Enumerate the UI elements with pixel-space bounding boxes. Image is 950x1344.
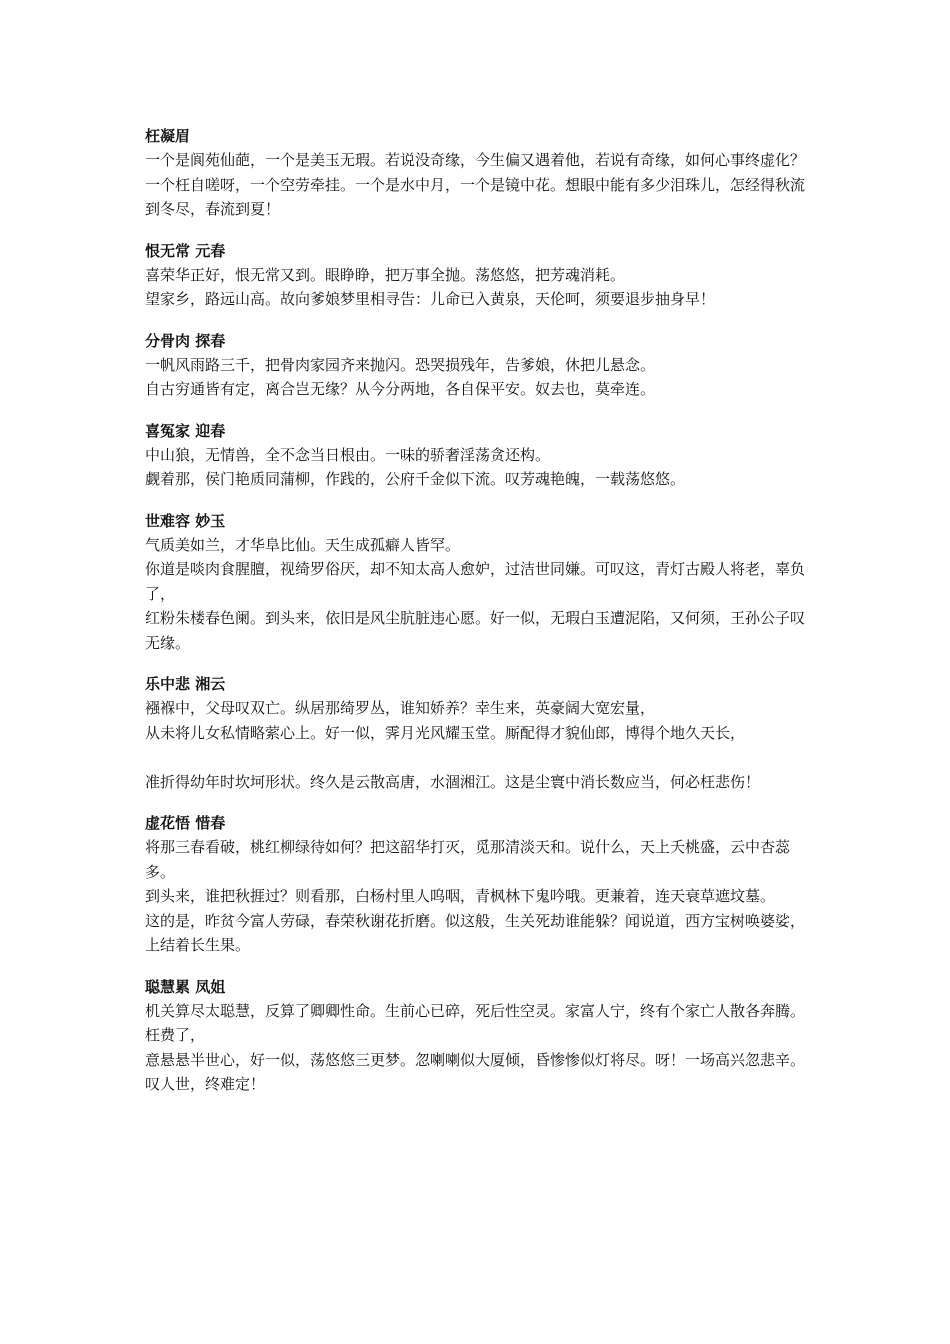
poem-paragraph: 望家乡，路远山高。故向爹娘梦里相寻告：儿命已入黄泉，天伦呵，须要退步抽身早！ [145,290,716,308]
poem-section [145,811,810,958]
poem-paragraph: 气质美如兰，才华阜比仙。天生成孤癖人皆罕。 [145,535,461,554]
poem-section [145,672,810,794]
poem-paragraph: 机关算尽太聪慧，反算了卿卿性命。生前心已碎，死后性空灵。家富人宁，终有个家亡人散各奔腾。枉费了， [145,1001,806,1044]
blank-line [145,745,810,770]
poem-section [145,329,810,402]
poem-paragraph: 意悬悬半世心，好一似，荡悠悠三更梦。忽喇喇似大厦倾，昏惨惨似灯将尽。呀！一场高兴忽悲辛。叹人世，终难定！ [145,1050,806,1093]
poem-paragraph: 一个枉自嗟呀，一个空劳牵挂。一个是水中月，一个是镜中花。想眼中能有多少泪珠儿，怎经得秋流到冬尽，春流到夏！ [145,175,806,218]
poem-title: 分骨肉 探春 [145,331,226,350]
poem-paragraph: 一帆风雨路三千，把骨肉家园齐来抛闪。恐哭损残年，告爹娘，休把儿悬念。 [145,355,656,374]
poem-paragraph: 襁褓中，父母叹双亡。纵居那绮罗丛，谁知娇养？幸生来，英豪阔大宽宏量， [145,699,656,717]
poem-paragraph: 觑着那，侯门艳质同蒲柳，作践的，公府千金似下流。叹芳魂艳魄，一载荡悠悠。 [145,470,686,488]
poem-title: 枉凝眉 [145,127,191,145]
poem-paragraph: 喜荣华正好，恨无常又到。眼睁睁，把万事全抛。荡悠悠，把芳魂消耗。 [145,265,626,284]
poem-section [145,124,810,222]
poem-section [145,509,810,656]
poem-section [145,419,810,492]
poem-paragraph: 从未将儿女私情略萦心上。好一似，霁月光风耀玉堂。厮配得才貌仙郎，博得个地久天长， [145,723,746,742]
poem-paragraph: 中山狼，无情兽，全不念当日根由。一味的骄奢淫荡贪还构。 [145,445,551,464]
poem-paragraph: 准折得幼年时坎坷形状。终久是云散高唐，水涸湘江。这是尘寰中消长数应当，何必枉悲伤！ [145,772,761,791]
poem-section [145,975,810,1097]
poem-title: 恨无常 元春 [145,241,226,260]
poem-title: 虚花悟 惜春 [145,814,226,832]
poem-paragraph: 一个是阆苑仙葩，一个是美玉无瑕。若说没奇缘，今生偏又遇着他，若说有奇缘，如何心事终虚化？ [145,151,806,169]
poem-title: 世难容 妙玉 [145,511,226,530]
poem-paragraph: 自古穷通皆有定，离合岂无缘？从今分两地，各自保平安。奴去也，莫牵连。 [145,380,656,398]
poem-title: 聪慧累 凤姐 [145,977,226,996]
poem-paragraph: 这的是，昨贫今富人劳碌，春荣秋谢花折磨。似这般，生关死劫谁能躲？闻说道，西方宝树唤婆娑，上结着长生果。 [145,911,806,954]
document-page [145,124,810,1114]
poem-title: 喜冤家 迎春 [145,421,226,440]
poem-title: 乐中悲 湘云 [145,675,226,693]
poem-paragraph: 你道是啖肉食腥膻，视绮罗俗厌，却不知太高人愈妒，过洁世同嫌。可叹这，青灯古殿人将老，辜负了， [145,560,806,603]
poem-paragraph: 到头来，谁把秋捱过？则看那，白杨村里人呜咽，青枫林下鬼吟哦。更兼着，连天衰草遮坟墓。 [145,887,776,905]
poem-paragraph: 红粉朱楼春色阑。到头来，依旧是风尘肮脏违心愿。好一似，无瑕白玉遭泥陷，又何须，王孙公子叹无缘。 [145,609,806,652]
poem-section [145,239,810,312]
poem-paragraph: 将那三春看破，桃红柳绿待如何？把这韶华打灭，觅那清淡天和。说什么，天上夭桃盛，云中杏蕊多。 [145,838,791,881]
